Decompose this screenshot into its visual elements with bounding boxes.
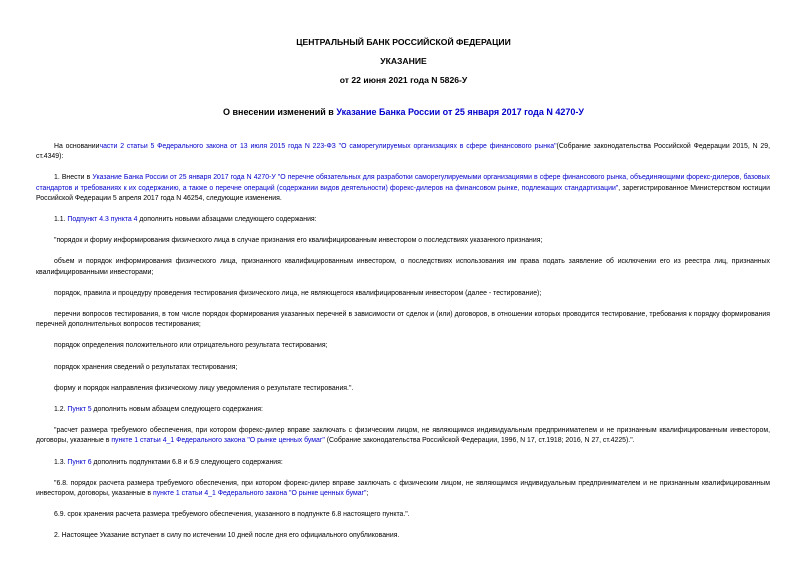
- title-link[interactable]: Указание Банка России от 25 января 2017 года N 4270-У: [336, 107, 584, 117]
- text: 1.3.: [54, 458, 68, 466]
- issuer-heading: ЦЕНТРАЛЬНЫЙ БАНК РОССИЙСКОЙ ФЕДЕРАЦИИ: [296, 37, 511, 47]
- document-date-number: от 22 июня 2021 года N 5826-У: [339, 75, 468, 85]
- instruction-link[interactable]: Указание Банка России от 25 января 2017 года N 4270-У "О перечне обязательных для разработки саморегулируемыми организациями в сфере финансового рынка, объединяющими форекс-дилеров, базовых стандартов и требованиях к их содержанию, а также о перечне операций (содержании видов деятельности) форекс-дилеров на финансовом рынке, подлежащих стандартизации": [36, 174, 770, 192]
- text: 1.1.: [54, 216, 68, 224]
- paragraph-item-1: [36, 173, 770, 204]
- text: , зарегистрированное Министерством юстиции Российской Федерации 5 апреля 2017 года N 46254, следующие изменения.: [36, 184, 770, 202]
- text: 1. Внести в: [54, 174, 93, 182]
- paragraph-item-1-2: [36, 405, 770, 415]
- text: (Собрание законодательства Российской Федерации, 1996, N 17, ст.1918; 2016, N 27, ст.4225).".: [324, 437, 635, 445]
- paragraph-text: перечни вопросов тестирования, в том числе порядок формирования указанных перечней в зависимости от сделок и (или) договоров, в отношении которых проводится тестирование, требования к порядку формирования перечней дополнительных вопросов тестирования;: [36, 311, 770, 329]
- point-5-link[interactable]: Пункт 5: [67, 406, 92, 414]
- securities-law-link[interactable]: пункте 1 статьи 4_1 Федерального закона "О рынке ценных бумаг": [111, 437, 325, 445]
- paragraph-text: 6.9. срок хранения расчета размера требуемого обеспечения, указанного в подпункте 6.8 настоящего пункта.".: [54, 511, 410, 519]
- paragraph-text: форму и порядок направления физическому лицу уведомления о результате тестирования.".: [54, 384, 354, 392]
- paragraph-text: [36, 426, 770, 446]
- title-prefix: О внесении изменений в: [223, 107, 337, 117]
- document-title: [0, 107, 807, 117]
- text: На основании: [54, 143, 100, 150]
- paragraph-text: порядок, правила и процедуру проведения тестирования физического лица, не являющегося квалифицированным инвестором (далее - тестирование);: [54, 289, 542, 297]
- paragraph-preamble: [36, 142, 770, 162]
- subpoint-link[interactable]: Подпункт 4.3 пункта 4: [67, 216, 138, 224]
- text: "расчет размера требуемого обеспечения, при котором форекс-дилер вправе заключать с физическим лицом, не являющимся индивидуальным предпринимателем и не признанным квалифицированным инвестором, договоры, указанные в: [36, 427, 770, 445]
- text: дополнить новым абзацем следующего содержания:: [91, 406, 263, 414]
- law-link[interactable]: части 2 статьи 5 Федерального закона от 13 июля 2015 года N 223-ФЗ "О саморегулируемых организациях в сфере финансового рынка": [99, 143, 557, 150]
- paragraph-text: [36, 479, 770, 499]
- text: дополнить новыми абзацами следующего содержания:: [137, 216, 317, 224]
- paragraph-text: "порядок и форму информирования физического лица в случае признания его квалифицированным инвестором о последствиях указанного признания;: [54, 237, 543, 245]
- text: 1.2.: [54, 406, 68, 414]
- text: "6.8. порядок расчета размера требуемого обеспечения, при котором форекс-дилер вправе заключать с физическим лицом, не являющимся индивидуальным предпринимателем и не признанным квалифицированным инвестором, договоры, указанные в: [36, 479, 770, 498]
- paragraph-item-1-1: [36, 215, 770, 225]
- paragraph-text: объем и порядок информирования физического лица, признанного квалифицированным инвестором, о последствиях использования им права подать заявление об исключении его из реестра лиц, признанных квалифицированными инвесторами;: [36, 258, 770, 276]
- document-type-heading: УКАЗАНИЕ: [380, 56, 427, 66]
- securities-law-link[interactable]: пункте 1 статьи 4_1 Федерального закона "О рынке ценных бумаг": [152, 490, 367, 498]
- text: (Собрание законодательства Российской Федерации 2015, N 29, ст.4349):: [36, 143, 770, 161]
- point-6-link[interactable]: Пункт 6: [67, 458, 92, 466]
- paragraph-item-1-3: [36, 458, 770, 468]
- text: ;: [366, 490, 369, 498]
- paragraph-item-2: 2. Настоящее Указание вступает в силу по истечении 10 дней после дня его официального опубликования.: [54, 532, 400, 540]
- text: дополнить подпунктами 6.8 и 6.9 следующего содержания:: [91, 458, 283, 466]
- document-body: [36, 142, 770, 542]
- paragraph-text: порядок определения положительного или отрицательного результата тестирования;: [54, 342, 328, 350]
- paragraph-text: порядок хранения сведений о результатах тестирования;: [54, 363, 238, 371]
